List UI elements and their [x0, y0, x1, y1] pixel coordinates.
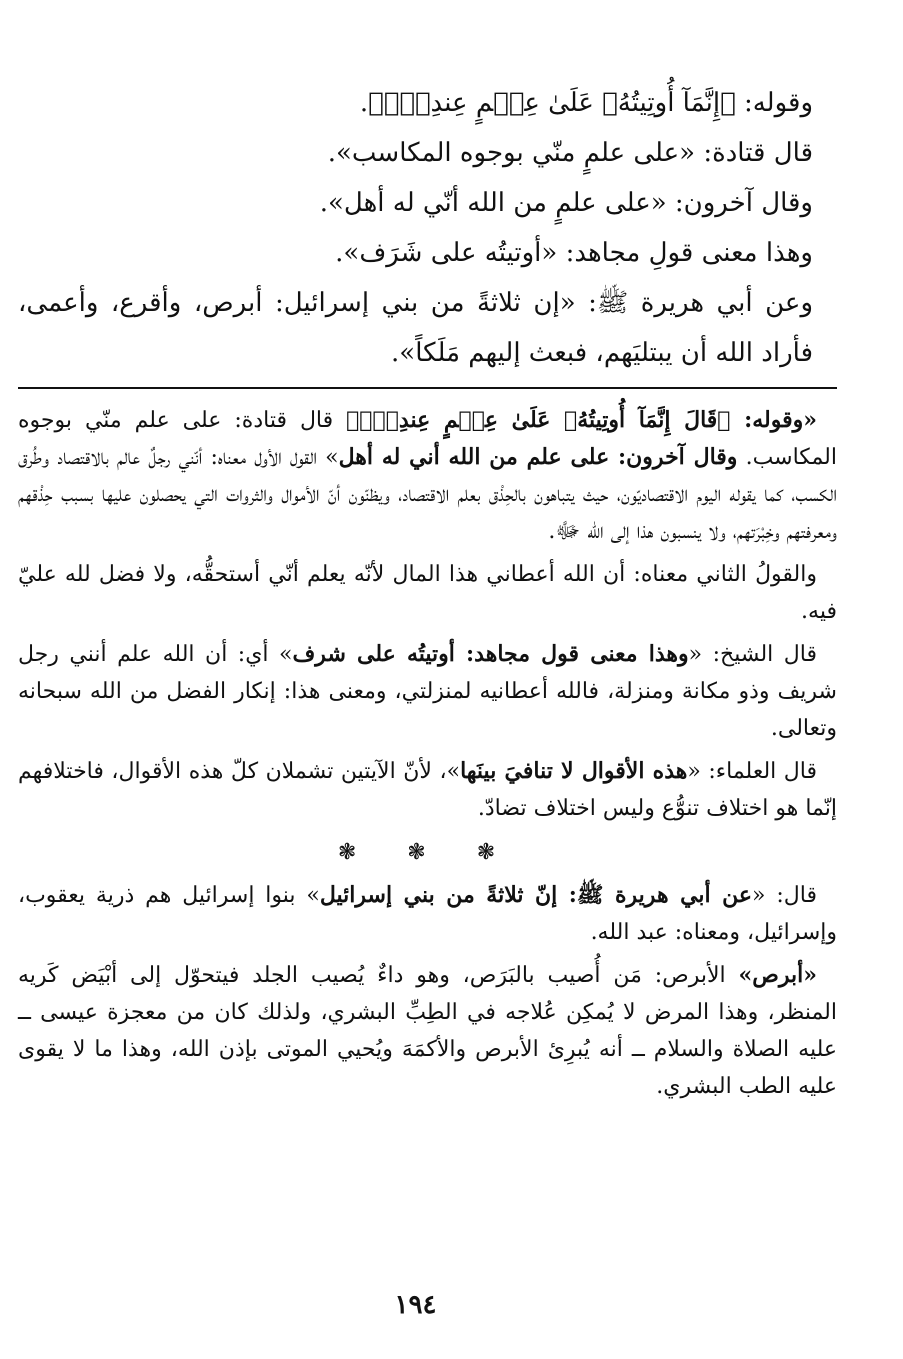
bold-quote: «وقوله: ﴿قَالَ إِنَّمَآ أُوتِيتُهُۥ عَلَىٰ عِلۡمٍ عِندِيٓۚ﴾	[346, 407, 817, 433]
paragraph-text: قال الشيخ: «	[688, 642, 817, 667]
matn-line: قال قتادة: «على علمٍ منّي بوجوه المكاسب».	[327, 138, 813, 168]
sharh-commentary	[18, 402, 837, 1111]
paragraph-text: قال: «	[752, 883, 817, 908]
bold-quote: «أبرص»	[738, 962, 817, 988]
book-page	[18, 0, 837, 1359]
matn-line: وعن أبي هريرة ﷺ: «إن ثلاثةً من بني إسرائيل: أبرص، وأقرع، وأعمى، فأراد الله أن يبتليَهم، فبعث إليهم مَلَكاً».	[18, 288, 813, 368]
paragraph-text: » بنوا إسرائيل هم ذرية يعقوب، وإسرائيل، ومعناه: عبد الله.	[18, 883, 837, 945]
matn-line: وهذا معنى قولِ مجاهد: «أوتيتُه على شَرَف».	[335, 238, 813, 268]
paragraph-text: الأبرص: مَن أُصيب بالبَرَص، وهو داءٌ يُصيب الجلد فيتحوّل إلى أبْيَض كَريه المنظر، وهذا المرض لا يُمكِن عُلاجه في الطِبِّ البشري، ولذلك كان من معجزة عيسى ــ عليه الصلاة والسلام ــ أنه يُبرِئ الأبرص والأكمَهَ ويُحيي الموتى بإذن الله، وهذا ما لا يقوى عليه الطب البشري.	[18, 963, 837, 1099]
section-separator-stars: ❃ ❃ ❃	[337, 840, 518, 865]
page-number: ١٩٤	[394, 1290, 437, 1320]
commentary-paragraph	[18, 636, 837, 747]
paragraph-text: » أي: أن الله علم أنني رجل شريف وذو مكانة ومنزلة، فالله أعطانيه لمنزلتي، ومعنى هذا: إنكار الفضل من الله سبحانه وتعالى.	[18, 642, 837, 741]
commentary-paragraph	[18, 753, 837, 827]
section-divider	[18, 387, 837, 389]
paragraph-text: » القول الأول معناه: أنّني رجلٌ عالم بالاقتصاد وطُرق الكسب، كما يقوله اليوم الاقتصاديّون، حيث يتباهون بالحِذْق بعلم الاقتصاد، ويظنّون أنّ الأموال والثروات التي يحصلون عليها بسبب حِذْقهم ومعرفتهم وخِبْرَتهم، ولا ينسبون هذا إلى الله ﷻ.	[18, 445, 837, 544]
bold-quote: هذه الأقوال لا تنافيَ بينَها	[460, 758, 688, 784]
commentary-paragraph	[18, 877, 837, 951]
matn-text	[18, 78, 813, 378]
commentary-paragraph	[18, 402, 837, 550]
bold-quote: عن أبي هريرة ﷺ: إنّ ثلاثةً من بني إسرائيل	[319, 882, 753, 908]
matn-line: وقوله: ﴿إِنَّمَآ أُوتِيتُهُۥ عَلَىٰ عِلۡمٍ عِندِيٓۚ﴾.	[359, 88, 813, 118]
commentary-paragraph	[18, 957, 837, 1105]
paragraph-text: قال قتادة: على علم منّي بوجوه المكاسب.	[18, 408, 837, 470]
bold-quote: وهذا معنى قول مجاهد: أوتيتُه على شرف	[292, 641, 689, 667]
paragraph-text: قال العلماء: «	[687, 759, 818, 784]
matn-line: وقال آخرون: «على علمٍ من الله أنّي له أهل».	[319, 188, 813, 218]
commentary-paragraph: والقولُ الثاني معناه: أن الله أعطاني هذا المال لأنّه يعلم أنّي أستحقُّه، ولا فضل لله عليّ فيه.	[18, 562, 837, 624]
bold-quote: وقال آخرون: على علم من الله أني له أهل	[338, 444, 738, 470]
paragraph-text: »، لأنّ الآيتين تشملان كلّ هذه الأقوال، فاختلافهم إنّما هو اختلاف تنوُّع وليس اختلاف تضادّ.	[18, 759, 837, 821]
